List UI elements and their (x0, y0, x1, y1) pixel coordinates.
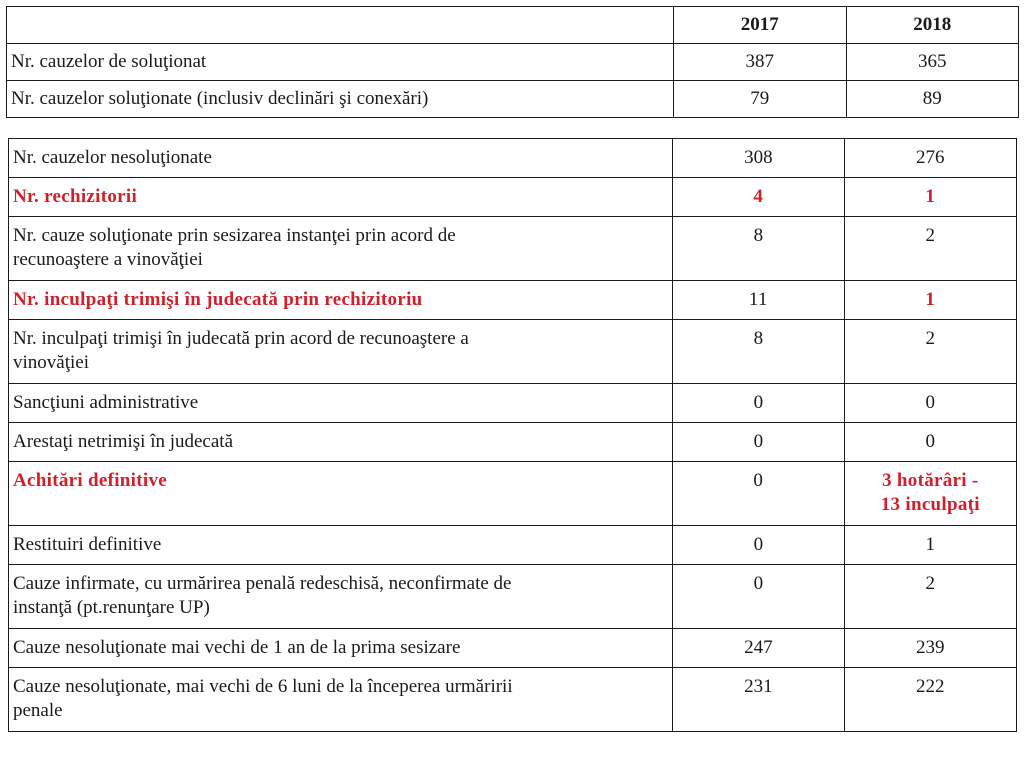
row-label-line: penale (13, 700, 63, 721)
table-row (9, 668, 1017, 732)
row-label-line: Nr. inculpaţi trimişi în judecată prin acord de recunoaştere a (13, 328, 469, 349)
value-line: 13 inculpaţi (880, 494, 980, 515)
value-2017: 247 (673, 629, 845, 668)
row-label: Nr. cauzelor de soluţionat (7, 44, 674, 81)
value-2017: 308 (673, 139, 845, 178)
value-line: 3 hotărâri - (882, 470, 979, 491)
value-2017: 231 (673, 668, 845, 732)
header-year-2017: 2017 (674, 7, 846, 44)
row-label-line: vinovăţiei (13, 352, 89, 373)
value-2017: 0 (673, 423, 845, 462)
table-row (9, 565, 1017, 629)
row-label: Restituiri definitive (9, 526, 673, 565)
statistics-table (8, 138, 1017, 732)
value-2018: 89 (846, 81, 1019, 118)
value-2018 (844, 462, 1016, 526)
value-2017: 8 (673, 320, 845, 384)
value-2018: 365 (846, 44, 1019, 81)
table-row (7, 44, 1019, 81)
table-row (9, 320, 1017, 384)
value-2017: 11 (673, 281, 845, 320)
row-label-line: recunoaştere a vinovăţiei (13, 249, 203, 270)
value-2018: 2 (844, 320, 1016, 384)
row-label: Cauze nesoluţionate mai vechi de 1 an de la prima sesizare (9, 629, 673, 668)
table-row-highlight (9, 281, 1017, 320)
value-2017: 387 (674, 44, 846, 81)
row-label-line: Nr. cauze soluţionate prin sesizarea instanţei prin acord de (13, 225, 456, 246)
row-label (9, 217, 673, 281)
value-2018: 1 (844, 178, 1016, 217)
row-label: Nr. inculpaţi trimişi în judecată prin rechizitoriu (9, 281, 673, 320)
table-row (9, 526, 1017, 565)
table-row-highlight (9, 178, 1017, 217)
value-2018: 1 (844, 526, 1016, 565)
header-year-2018: 2018 (846, 7, 1019, 44)
row-label-line: Cauze infirmate, cu urmărirea penală redeschisă, neconfirmate de (13, 573, 512, 594)
row-label: Nr. cauzelor soluţionate (inclusiv declinări şi conexări) (7, 81, 674, 118)
table-row-highlight (9, 462, 1017, 526)
table-row (9, 384, 1017, 423)
row-label: Sancţiuni administrative (9, 384, 673, 423)
header-empty-cell (7, 7, 674, 44)
value-2017: 0 (673, 384, 845, 423)
table-row (9, 423, 1017, 462)
value-2017: 0 (673, 526, 845, 565)
value-2018: 222 (844, 668, 1016, 732)
row-label-line: instanţă (pt.renunţare UP) (13, 597, 210, 618)
table-row (9, 217, 1017, 281)
row-label: Nr. rechizitorii (9, 178, 673, 217)
value-2018: 2 (844, 217, 1016, 281)
row-label (9, 565, 673, 629)
row-label (9, 320, 673, 384)
value-2017: 4 (673, 178, 845, 217)
value-2018: 276 (844, 139, 1016, 178)
value-2018: 239 (844, 629, 1016, 668)
value-2017: 0 (673, 565, 845, 629)
value-2017: 8 (673, 217, 845, 281)
table-row (9, 139, 1017, 178)
summary-table-top (6, 6, 1019, 118)
header-row (7, 7, 1019, 44)
row-label-line: Cauze nesoluţionate, mai vechi de 6 luni de la începerea urmăririi (13, 676, 513, 697)
value-2018: 2 (844, 565, 1016, 629)
table-row (9, 629, 1017, 668)
value-2018: 0 (844, 384, 1016, 423)
value-2017: 79 (674, 81, 846, 118)
row-label: Achitări definitive (9, 462, 673, 526)
table-row (7, 81, 1019, 118)
row-label: Nr. cauzelor nesoluţionate (9, 139, 673, 178)
value-2018: 0 (844, 423, 1016, 462)
value-2018: 1 (844, 281, 1016, 320)
value-2017: 0 (673, 462, 845, 526)
row-label: Arestaţi netrimişi în judecată (9, 423, 673, 462)
row-label (9, 668, 673, 732)
